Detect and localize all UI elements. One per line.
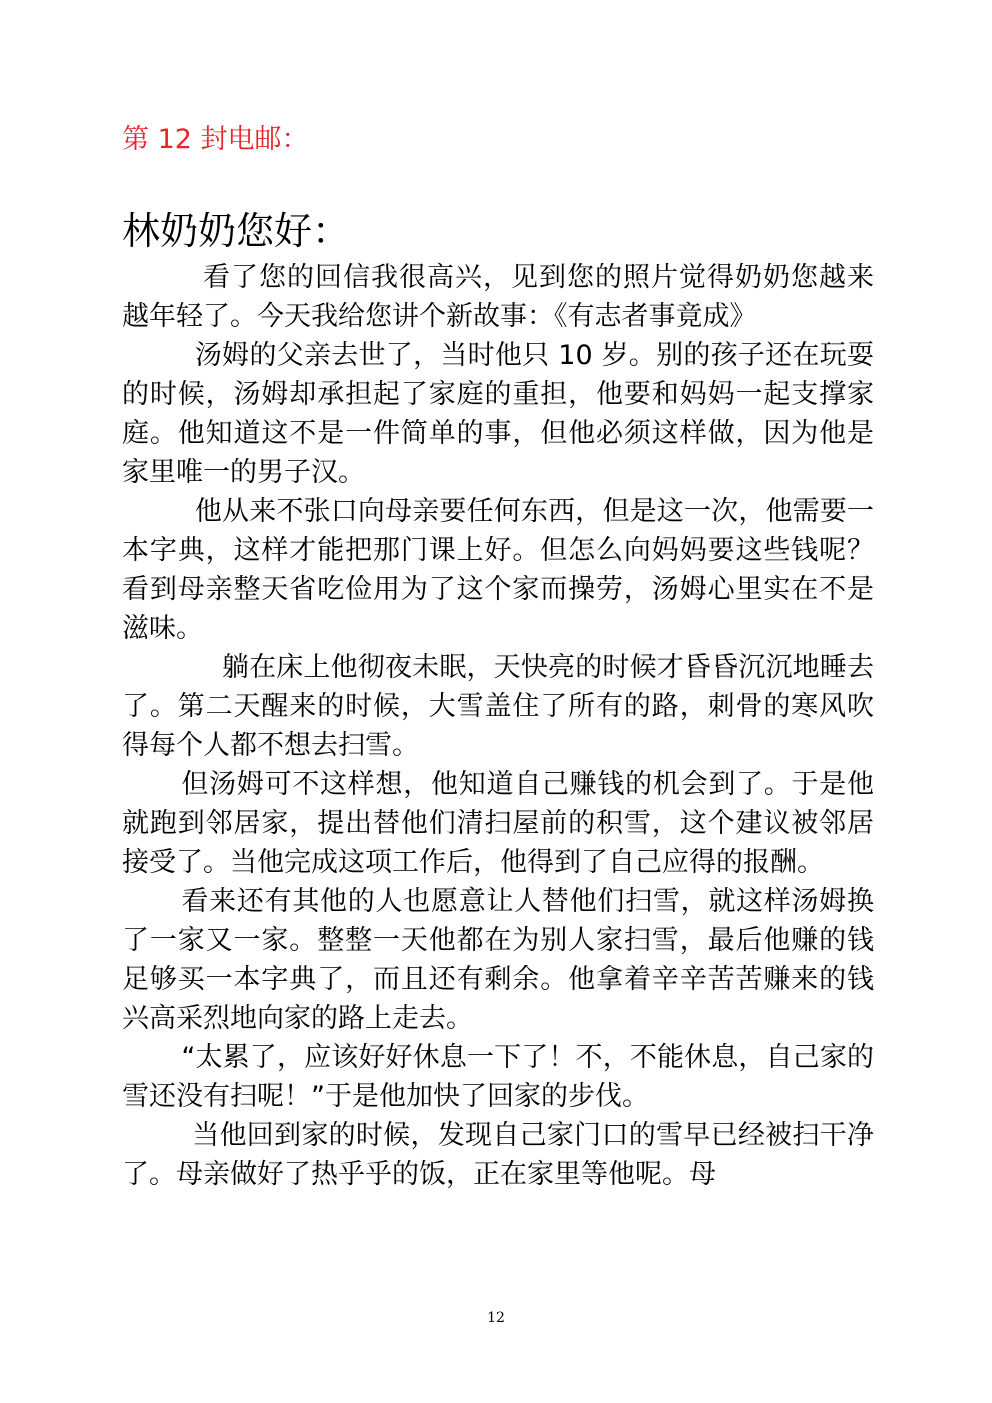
paragraph: 看了您的回信我很高兴，见到您的照片觉得奶奶您越来越年轻了。今天我给您讲个新故事：《有志者事竟成》 (122, 262, 874, 332)
paragraph: 他从来不张口向母亲要任何东西，但是这一次，他需要一本字典，这样才能把那门课上好。但怎么向妈妈要这些钱呢？看到母亲整天省吃俭用为了这个家而操劳，汤姆心里实在不是滋味。 (122, 496, 874, 644)
paragraph: 看来还有其他的人也愿意让人替他们扫雪，就这样汤姆换了一家又一家。整整一天他都在为别人家扫雪，最后他赚的钱足够买一本字典了，而且还有剩余。他拿着辛辛苦苦赚来的钱兴高采烈地向家的路上走去。 (122, 886, 874, 1034)
paragraph: 汤姆的父亲去世了，当时他只 10 岁。别的孩子还在玩耍的时候，汤姆却承担起了家庭的重担，他要和妈妈一起支撑家庭。他知道这不是一件简单的事，但他必须这样做，因为他是家里唯一的男子汉。 (122, 340, 874, 488)
paragraph: 躺在床上他彻夜未眠，天快亮的时候才昏昏沉沉地睡去了。第二天醒来的时候，大雪盖住了所有的路，刺骨的寒风吹得每个人都不想去扫雪。 (122, 652, 874, 761)
paragraph: “太累了，应该好好休息一下了！不，不能休息，自己家的雪还没有扫呢！”于是他加快了回家的步伐。 (122, 1042, 874, 1112)
page-number: 12 (487, 1310, 505, 1326)
letter-body (122, 258, 874, 1194)
letter-greeting: 林奶奶您好： (122, 209, 351, 253)
paragraph: 当他回到家的时候，发现自己家门口的雪早已经被扫干净了。母亲做好了热乎乎的饭，正在家里等他呢。母 (122, 1120, 874, 1190)
email-heading: 第 12 封电邮： (122, 124, 309, 155)
paragraph: 但汤姆可不这样想，他知道自己赚钱的机会到了。于是他就跑到邻居家，提出替他们清扫屋前的积雪，这个建议被邻居接受了。当他完成这项工作后，他得到了自己应得的报酬。 (122, 769, 874, 878)
